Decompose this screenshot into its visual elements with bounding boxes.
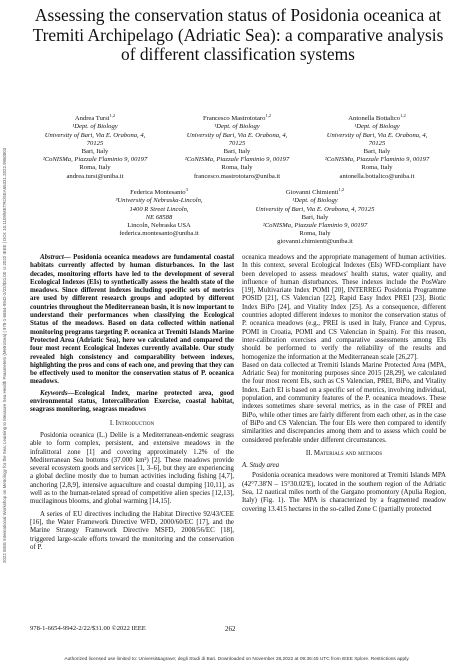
author-location: Roma, Italy	[221, 164, 253, 172]
license-notice: Authorized licensed use limited to: Universit&agrave; degli Studi di Bari. Downloaded on November 28,2022 at 09:36:45 UTC from IEEE Xplore. Restrictions apply.	[64, 657, 410, 662]
author-affiliation: ¹Dept. of Biology	[214, 123, 260, 131]
author-block	[240, 186, 390, 247]
author-name: Francesco Mastrototaro$^{1,2}$	[202, 113, 272, 123]
footer-isbn: 978-1-6654-9942-2/22/$31.00 ©2022 IEEE	[30, 625, 146, 632]
author-block	[30, 112, 160, 181]
body-paragraph: Based on data collected at Tremiti Islands Marine Protected Area (MPA, Adriatic Sea) for monitoring purposes since 2015 [28,29], we calculated the four most recent EIs, such as CS Valencian, PREI, BiPo, and Vitality Index. Each EI is based on a specific set of metrics, involving individual, population, and community features of the P. oceanica meadows. These indexes sometimes share several metrics, as in the case of PREI and BiPo, while other times are fairly different from each other, as in the case of BiPo and CS Valencian. The four EIs were then compared to identify similarities and discrepancies among them and to assess which could be considered preferable under different circumstances.	[242, 361, 446, 444]
author-email[interactable]: andrea.tursi@uniba.it	[66, 172, 124, 180]
author-email[interactable]: francesco.mastrototaro@uniba.it	[193, 172, 281, 180]
author-location: Roma, Italy	[361, 164, 393, 172]
paper-title: Assessing the conservation status of Posidonia oceanica at Tremiti Archipelago (Adriatic Sea): a comparative analysis of different classification systems	[32, 5, 444, 64]
author-affiliation: ¹Dept. of Biology	[72, 123, 118, 131]
author-email[interactable]: giovanni.chimienti@uniba.it	[277, 238, 353, 246]
author-affiliation: ²CoNISMa, Piazzale Flaminio 9, 00197	[184, 156, 290, 164]
abstract: Abstract— Posidonia oceanica meadows are fundamental coastal habitats currently affected by human disturbances. In the last decades, monitoring efforts have led to the development of several Ecological Indexes (EIs) to synthetically assess the health state of the meadows. Since different indexes including specific sets of metrics are used by different research groups and adopted by different countries throughout the Mediterranean basin, it is now important to understand their performances when classifying the Ecological Status of the meadows. Based on data collected within national monitoring programs targeting P. oceanica at Tremiti Islands Marine Protected Area (Adriatic Sea), here we calculated and compared the four most recent Ecological Indexes currently available. Our study revealed high consistency and comparability between indexes, highlighting the pros and cons of each one, and proving that they can be effectively used to monitor the conservation status of P. oceanica meadows.	[30, 254, 234, 386]
author-affiliation: University of Bari, Via E. Orabona, 4,	[186, 131, 288, 139]
page-number: 262	[225, 625, 236, 633]
author-block	[312, 112, 442, 181]
author-block	[94, 186, 224, 238]
author-affiliation: University of Bari, Via E. Orabona, 4,	[326, 131, 428, 139]
author-affiliation: ²CoNISMa, Piazzale Flaminio 9, 00197	[42, 156, 148, 164]
author-name: Andrea Tursi$^{1,2}$	[74, 113, 116, 123]
author-location: Lincoln, Nebraska USA	[127, 222, 191, 229]
author-affiliation: 70125	[228, 139, 246, 147]
author-affiliation: ²CoNISMa, Piazzale Flaminio 9, 00197	[324, 156, 430, 164]
author-location: Bari, Italy	[363, 148, 391, 155]
side-doi-note: 2022 IEEE International Workshop on Metrology for the Sea; Learning to Measure Sea Health Parameters (MetroSea) | 978-1-6654-9942-2/22/$31.00 ©2022 IEEE | DOI: 10.1109/METROSEA55331.2022.9950803	[2, 147, 7, 563]
author-name: Giovanni Chimienti$^{1,2}$	[285, 187, 345, 197]
intro-paragraph: A series of EU directives including the Habitat Directive 92/43/CEE [16], the Water Framework Directive WFD, 2000/60/EC [17], and the Marine Strategy Framework Directive MSFD, 2008/56/EC [18], triggered large-scale efforts toward the monitoring and the conservation of P.	[30, 510, 234, 551]
right-column	[242, 254, 446, 514]
author-email[interactable]: antonella.bottalico@uniba.it	[339, 172, 415, 180]
author-affiliation: 1400 R Street Lincoln,	[129, 205, 189, 213]
author-location: Bari, Italy	[81, 148, 109, 155]
author-email[interactable]: federica.montesanto@uniba.it	[119, 230, 199, 238]
author-affiliation: 70125	[86, 139, 104, 147]
subsection-heading-study-area: A. Study area	[242, 462, 280, 470]
author-affiliation: University of Bari, Via E. Orabona, 4,	[44, 131, 146, 139]
author-location: Roma, Italy	[299, 230, 331, 238]
methods-paragraph: Posidonia oceanica meadows were monitored at Tremiti Islands MPA (42°7.38'N – 15°30.02'E), located in the southern region of the Adriatic Sea, 12 nautical miles north of the Gargano promontory (Apulia Region, Italy) (Fig. 1). The MPA is characterized by a fragmented meadow covering 13.415 hectares in the so-called Zone C (partially protected	[242, 472, 446, 513]
intro-paragraph: Posidonia oceanica (L.) Delile is a Mediterranean-endemic seagrass able to form complex, persistent, and extensive meadows in the infralittoral zone [1] and covering approximately 1.2% of the Mediterranean Sea bottoms (37.000 km²) [2]. These meadows provide several ecosystem goods and services [1, 3–6], but they are experiencing a global decline mostly due to human activities including fishing [4,7], anchoring [2,8,9], intensive aquaculture and coastal dumping [10,11], as well as to the human-related spread of competitive alien species [12,13], mucilaginous blooms, and global warming [14,15].	[30, 431, 234, 506]
author-location: Bari, Italy	[301, 213, 329, 221]
body-paragraph: oceanica meadows and the appropriate management of human activities. In this context, several Ecological Indexes (EIs) WFD-compliant have been developed to assess meadows' health status, water quality, and influence of human disturbances. These indexes include the PosWare [19], Multivariate Index POMI [20], INTERREG Posidonia Programme POSID [21], CS Valencian [22], Rapid Easy Index PREI [23], Biotic Index BiPo [24], and Vitality Index [25]. As a consequence, different countries adopted different indexes to monitor the conservation status of P. oceanica meadows (e.g., PREI is used in Italy, France and Cyprus, POMI in Croatia, POMI and CS Valencian in Spain). For this reason, inter-calibration exercises and comparative assessments among EIs should be performed to verify the reliability of the results and homogenize the information at the Mediterranean scale [26,27].	[242, 254, 446, 361]
author-location: Roma, Italy	[79, 164, 111, 172]
author-name: Antonella Bottalico$^{1,2}$	[348, 113, 406, 123]
left-column	[30, 254, 234, 552]
section-heading-introduction: I. Introduction	[109, 419, 155, 427]
author-affiliation: NE 68588	[145, 213, 173, 221]
author-name: Federica Montesanto$^3$	[130, 187, 188, 197]
author-affiliation: ¹Dept. of Biology	[354, 123, 400, 131]
author-affiliation: ²CoNISMa, Piazzale Flaminio 9, 00197	[262, 222, 368, 229]
author-affiliation: 70125	[368, 139, 386, 147]
section-heading-methods: II. Materials and methods	[305, 449, 383, 457]
author-affiliation: ¹Dept. of Biology	[292, 197, 338, 205]
author-location: Bari, Italy	[223, 148, 251, 155]
keywords: Keywords—Ecological Index, marine protected area, good environmental status, Intercalibration Exercise, coastal habitat, seagrass monitoring, seagrass meadows	[30, 389, 234, 414]
author-affiliation: University of Bari, Via E. Orabona, 4, 70125	[255, 205, 375, 213]
author-block	[172, 112, 302, 181]
author-affiliation: ³University of Nebraska-Lincoln,	[115, 197, 203, 205]
